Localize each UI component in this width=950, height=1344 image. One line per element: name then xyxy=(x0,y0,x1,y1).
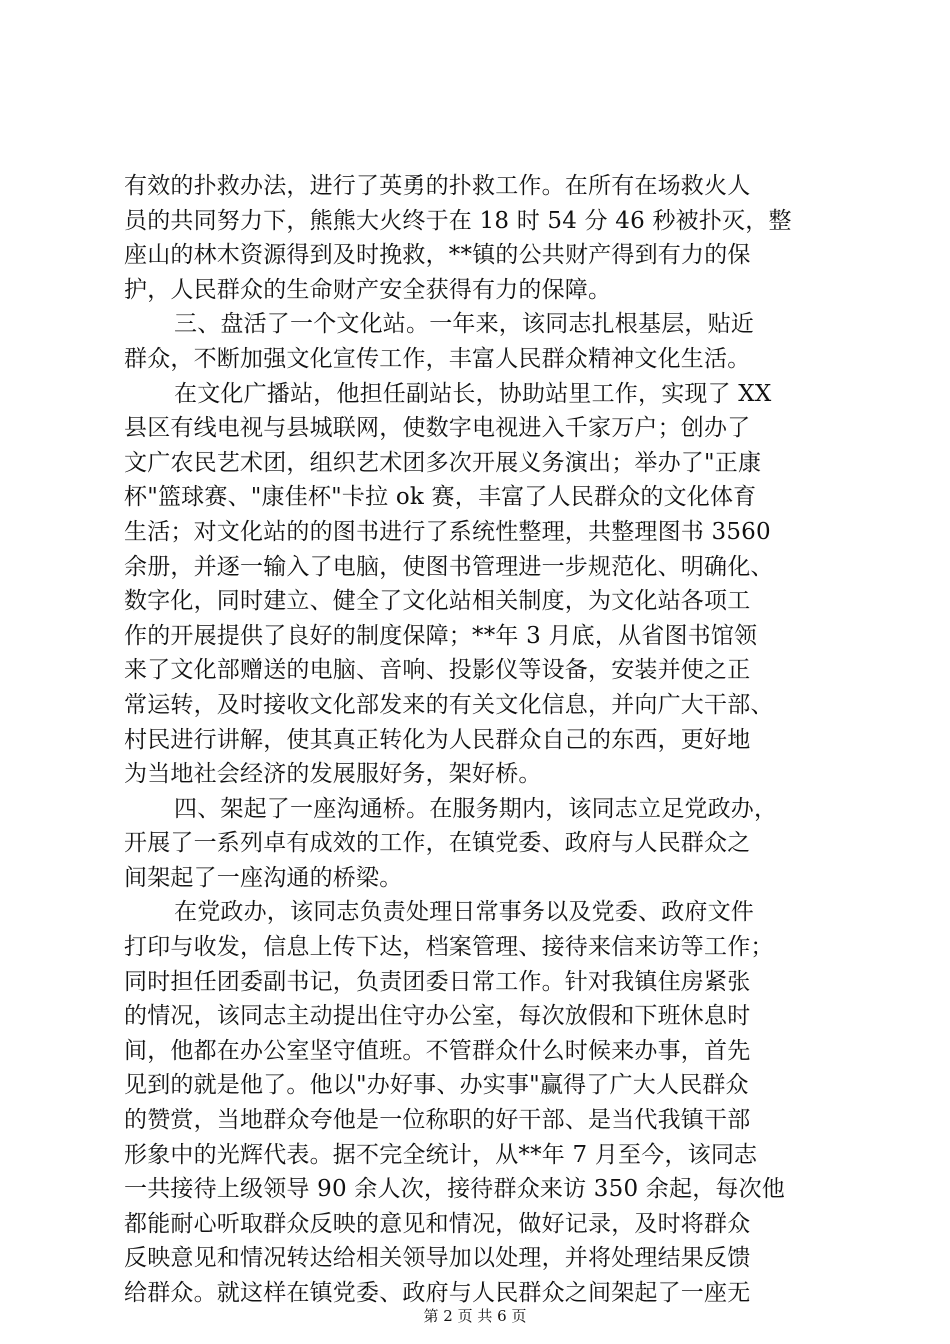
text-line: 护，人民群众的生命财产安全获得有力的保障。 xyxy=(124,276,612,303)
text-line: 开展了一系列卓有成效的工作，在镇党委、政府与人民群众之 xyxy=(124,830,751,857)
text-line: 群众，不断加强文化宣传工作，丰富人民群众精神文化生活。 xyxy=(124,345,751,372)
text-line: 间架起了一座沟通的桥梁。 xyxy=(124,864,403,891)
text-line: 三、盘活了一个文化站。一年来，该同志扎根基层，贴近 xyxy=(174,311,754,338)
text-line: 的赞赏，当地群众夸他是一位称职的好干部、是当代我镇干部 xyxy=(124,1107,751,1134)
text-line: 有效的扑救办法，进行了英勇的扑救工作。在所有在场救火人 xyxy=(124,173,751,199)
text-line: 余册，并逐一输入了电脑，使图书管理进一步规范化、明确化、 xyxy=(124,553,774,580)
text-line: 同时担任团委副书记，负责团委日常工作。针对我镇住房紧张 xyxy=(124,968,751,995)
text-line: 都能耐心听取群众反映的意见和情况，做好记录，及时将群众 xyxy=(124,1210,751,1237)
text-line: 作的开展提供了良好的制度保障；**年 3 月底，从省图书馆领 xyxy=(124,622,758,649)
text-line: 反映意见和情况转达给相关领导加以处理，并将处理结果反馈 xyxy=(124,1245,751,1272)
text-line: 见到的就是他了。他以"办好事、办实事"赢得了广大人民群众 xyxy=(124,1072,749,1099)
text-line: 生活；对文化站的的图书进行了系统性整理，共整理图书 3560 xyxy=(124,518,771,545)
text-line: 为当地社会经济的发展服好务，架好桥。 xyxy=(124,761,542,788)
text-line: 数字化，同时建立、健全了文化站相关制度，为文化站各项工 xyxy=(124,588,751,615)
text-line: 的情况，该同志主动提出住守办公室，每次放假和下班休息时 xyxy=(124,1003,751,1030)
text-line: 来了文化部赠送的电脑、音响、投影仪等设备，安装并使之正 xyxy=(124,657,751,684)
text-line: 在文化广播站，他担任副站长，协助站里工作，实现了 XX xyxy=(174,380,772,407)
text-line: 员的共同努力下，熊熊大火终于在 18 时 54 分 46 秒被扑灭，整 xyxy=(124,207,792,234)
text-line: 一共接待上级领导 90 余人次，接待群众来访 350 余起，每次他 xyxy=(124,1176,786,1203)
text-line: 在党政办，该同志负责处理日常事务以及党委、政府文件 xyxy=(174,899,754,926)
text-line: 座山的林木资源得到及时挽救，**镇的公共财产得到有力的保 xyxy=(124,242,751,269)
page-footer xyxy=(0,1306,950,1326)
body-text xyxy=(124,169,844,1311)
page-number: 第 2 页 共 6 页 xyxy=(423,1307,527,1325)
text-line: 文广农民艺术团，组织艺术团多次开展义务演出；举办了"正康 xyxy=(124,449,762,476)
text-line: 村民进行讲解，使其真正转化为人民群众自己的东西，更好地 xyxy=(124,726,751,753)
text-line: 县区有线电视与县城联网，使数字电视进入千家万户；创办了 xyxy=(124,415,751,442)
text-line: 间，他都在办公室坚守值班。不管群众什么时候来办事，首先 xyxy=(124,1037,751,1064)
text-line: 形象中的光辉代表。据不完全统计，从**年 7 月至今，该同志 xyxy=(124,1141,758,1168)
text-line: 打印与收发，信息上传下达，档案管理、接待来信来访等工作； xyxy=(124,934,774,961)
text-line: 给群众。就这样在镇党委、政府与人民群众之间架起了一座无 xyxy=(124,1280,751,1306)
text-line: 四、架起了一座沟通桥。在服务期内，该同志立足党政办， xyxy=(174,795,778,822)
text-line: 常运转，及时接收文化部发来的有关文化信息，并向广大干部、 xyxy=(124,691,774,718)
text-line: 杯"篮球赛、"康佳杯"卡拉 ok 赛，丰富了人民群众的文化体育 xyxy=(124,484,757,511)
